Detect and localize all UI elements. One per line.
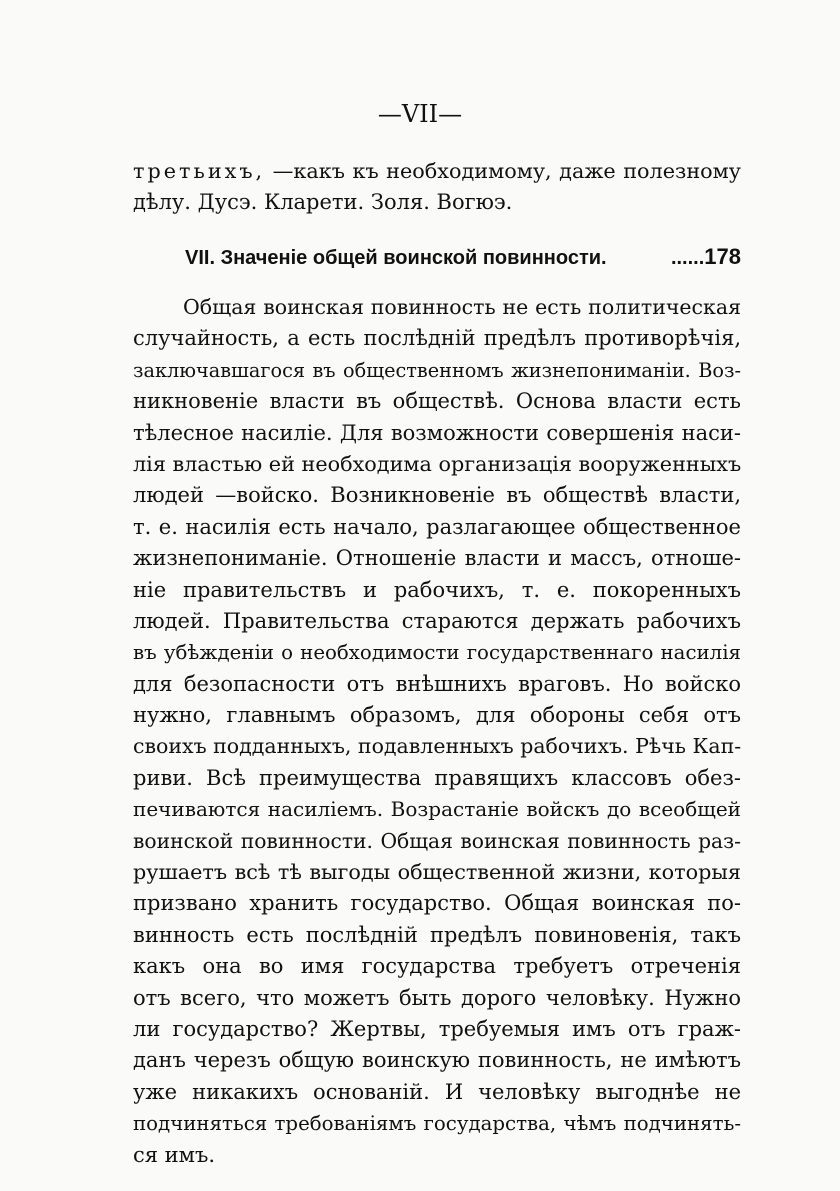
text-line: нужно, главнымъ образомъ, для обороны себя отъ <box>133 703 741 728</box>
text-line: печиваются насиліемъ. Возрастаніе войскъ до всеобщей <box>133 797 741 822</box>
chapter-summary-paragraph <box>133 292 741 1171</box>
text-line: риви. Всѣ преимущества правящихъ классовъ обез- <box>133 765 741 790</box>
text-line: жизнепониманіе. Отношеніе власти и массъ, отноше- <box>133 546 741 571</box>
chapter-page-ref: 178 <box>704 244 741 269</box>
text-line: Общая воинская повинность не есть политическая <box>183 295 741 319</box>
chapter-leader-and-page <box>671 242 741 273</box>
text-line: дѣлу. Дусэ. Кларети. Золя. Вогюэ. <box>133 190 513 214</box>
text-line: какъ она во имя государства требуетъ отреченія <box>133 954 741 979</box>
text-line: никновеніе власти въ обществѣ. Основа власти есть <box>133 389 741 414</box>
text-line: подчиняться требованіямъ государства, чѣмъ подчинять- <box>133 1112 741 1136</box>
text-line: ли государство? Жертвы, требуемыя имъ отъ граж- <box>133 1016 741 1041</box>
chapter-title: VII. Значеніе общей воинской повинности. <box>185 247 607 269</box>
text-line: призвано хранить государство. Общая воинская по- <box>133 891 741 916</box>
text-line: воинской повинности. Общая воинская повинность раз- <box>133 828 741 853</box>
chapter-heading <box>185 242 741 273</box>
text-line: ся имъ. <box>133 1142 216 1167</box>
dot-leader: ...... <box>670 247 705 269</box>
text-line: отъ всего, что можетъ быть дорого человѣку. Нужно <box>133 985 741 1010</box>
text-line: для безопасности отъ внѣшнихъ враговъ. Но войско <box>133 671 741 696</box>
text-line: рушаетъ всѣ тѣ выгоды общественной жизни, которыя <box>133 860 741 885</box>
text-line: данъ черезъ общую воинскую повинность, не имѣютъ <box>133 1048 741 1073</box>
text-line: уже никакихъ основаній. И человѣку выгоднѣе не <box>133 1079 741 1104</box>
continuation-text <box>133 156 741 218</box>
text-line-rest: —какъ къ необходимому, даже полезному <box>265 159 741 183</box>
text-line: случайность, а есть послѣдній предѣлъ противорѣчія, <box>133 326 741 351</box>
text-line: т. е. насилія есть начало, разлагающее общественное <box>133 514 741 539</box>
text-line: людей. Правительства стараются держать рабочихъ <box>133 608 741 633</box>
text-line: въ убѣжденіи о необходимости государственнаго насилія <box>133 641 741 665</box>
text-line: винность есть послѣдній предѣлъ повиновенія, такъ <box>133 922 741 947</box>
text-line: ніе правительствъ и рабочихъ, т. е. покоренныхъ <box>133 577 741 602</box>
text-line <box>133 156 741 187</box>
text-line: лія властью ей необходима организація вооруженныхъ <box>133 451 741 476</box>
text-line: своихъ подданныхъ, подавленныхъ рабочихъ. Рѣчь Кап- <box>133 734 741 759</box>
running-head-page-number: —VII— <box>377 100 463 128</box>
text-line: людей —войско. Возникновеніе въ обществѣ власти, <box>133 483 741 508</box>
spaced-word: третьихъ, <box>133 159 266 183</box>
text-line: заключавшагося въ общественномъ жизнепониманіи. Воз- <box>133 358 741 382</box>
text-line: тѣлесное насиліе. Для возможности совершенія наси- <box>133 420 741 445</box>
